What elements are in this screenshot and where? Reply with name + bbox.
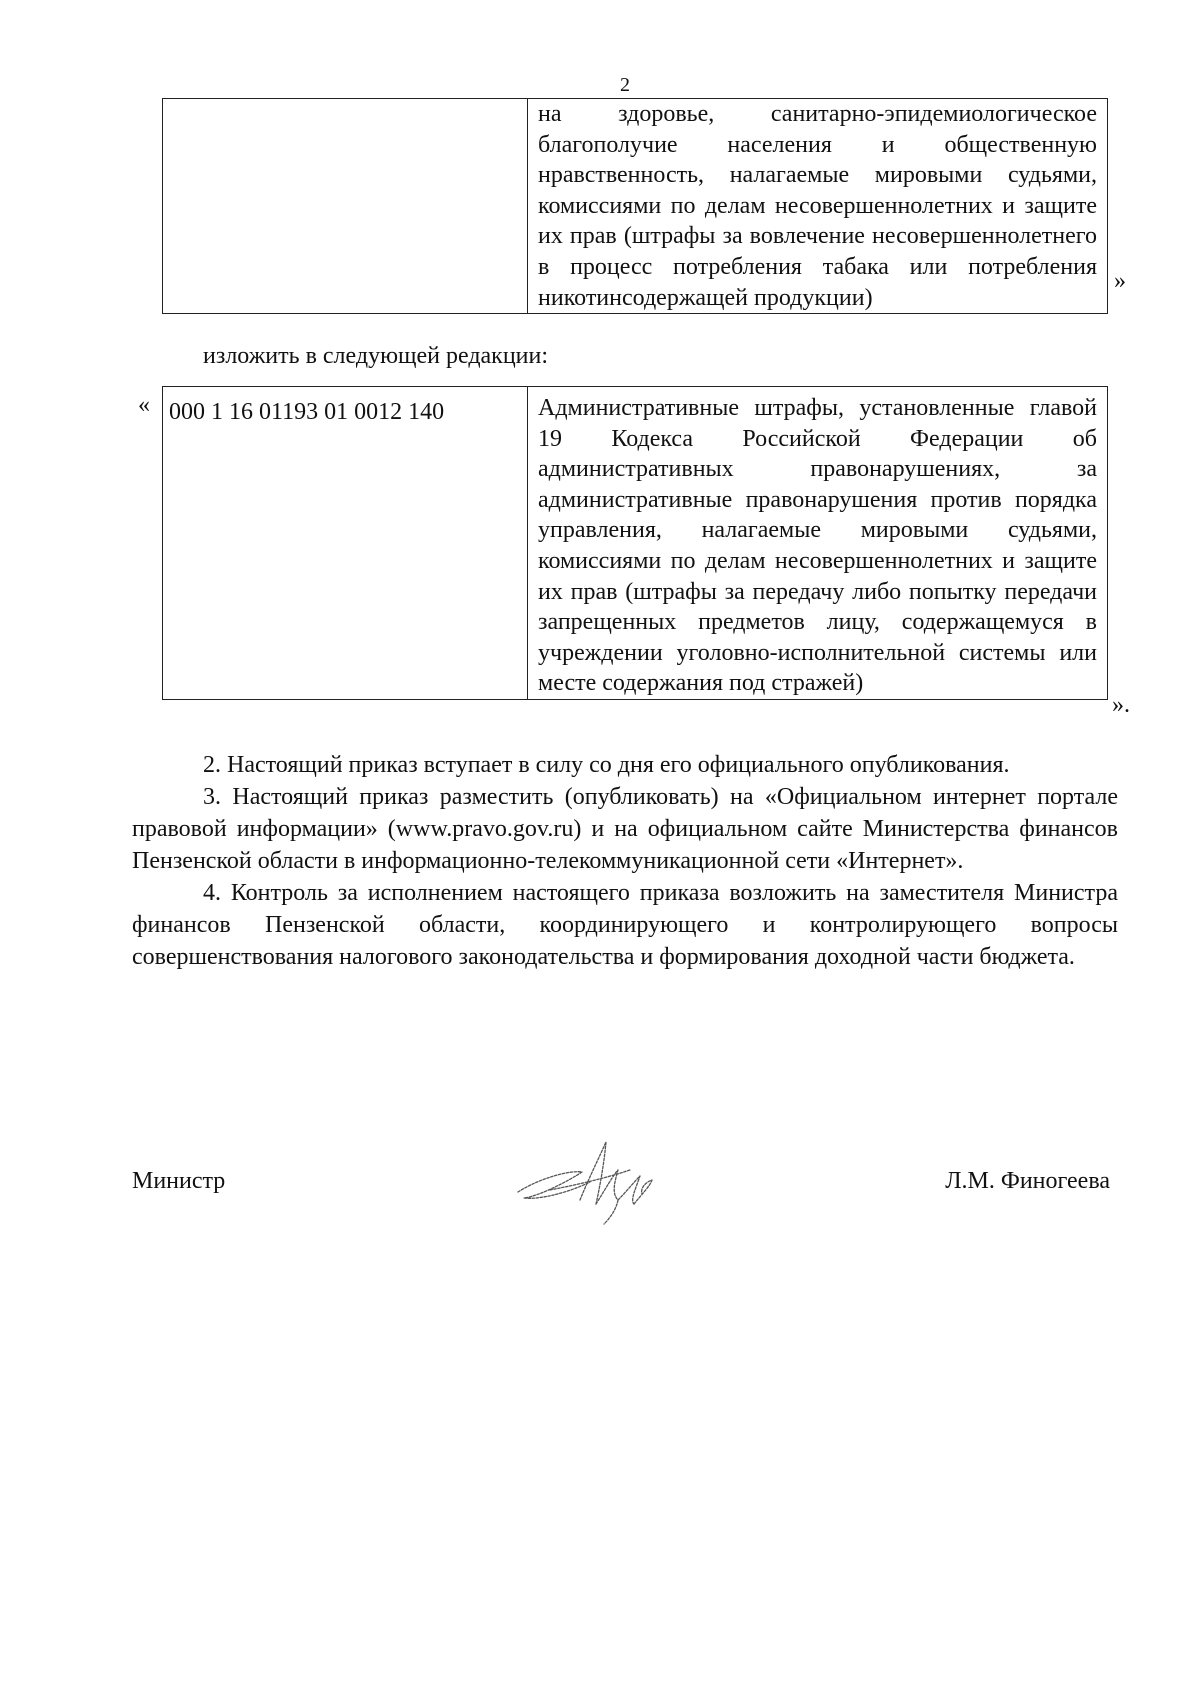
paragraph-4: 4. Контроль за исполнением настоящего приказа возложить на заместителя Министра финансов Пензенской области, координирующего и контролирующего вопросы совершенствования налогового законодательства и формирования доходной части бюджета.: [132, 880, 1118, 970]
signatory-title: Министр: [132, 1168, 226, 1194]
table-row: [163, 387, 1108, 700]
handwritten-signature: [510, 1130, 660, 1226]
new-entry-closing-quote: ».: [1112, 692, 1130, 718]
new-entry-opening-quote: «: [138, 392, 150, 418]
amendment-intro: изложить в следующей редакции:: [203, 343, 549, 369]
previous-entry-table: [162, 98, 1108, 314]
order-body: [132, 749, 1118, 973]
paragraph-3: 3. Настоящий приказ разместить (опубликовать) на «Официальном интернет портале правовой информации» (www.pravo.gov.ru) и на официальном сайте Министерства финансов Пензенской области в информационно-телекоммуникационной сети «Интернет».: [132, 784, 1118, 874]
paragraph-2: 2. Настоящий приказ вступает в силу со дня его официального опубликования.: [203, 752, 1010, 778]
previous-entry-description: на здоровье, санитарно-эпидемиологическое благополучие населения и общественную нравственность, налагаемые мировыми судьями, комиссиями по делам несовершеннолетних и защите их прав (штрафы за вовлечение несовершеннолетнего в процесс потребления табака или потребления никотинсодержащей продукции): [528, 99, 1108, 314]
new-entry-code: 000 1 16 01193 01 0012 140: [163, 387, 528, 700]
new-entry-table: [162, 386, 1108, 700]
previous-entry-closing-quote: »: [1114, 268, 1126, 294]
page-number: 2: [620, 74, 630, 96]
table-row: [163, 99, 1108, 314]
previous-entry-code-cell: [163, 99, 528, 314]
signatory-name: Л.М. Финогеева: [945, 1168, 1110, 1194]
new-entry-description: Административные штрафы, установленные главой 19 Кодекса Российской Федерации об административных правонарушениях, за административные правонарушения против порядка управления, налагаемые мировыми судьями, комиссиями по делам несовершеннолетних и защите их прав (штрафы за передачу либо попытку передачи запрещенных предметов лицу, содержащемуся в учреждении уголовно-исполнительной системы или месте содержания под стражей): [528, 387, 1108, 700]
